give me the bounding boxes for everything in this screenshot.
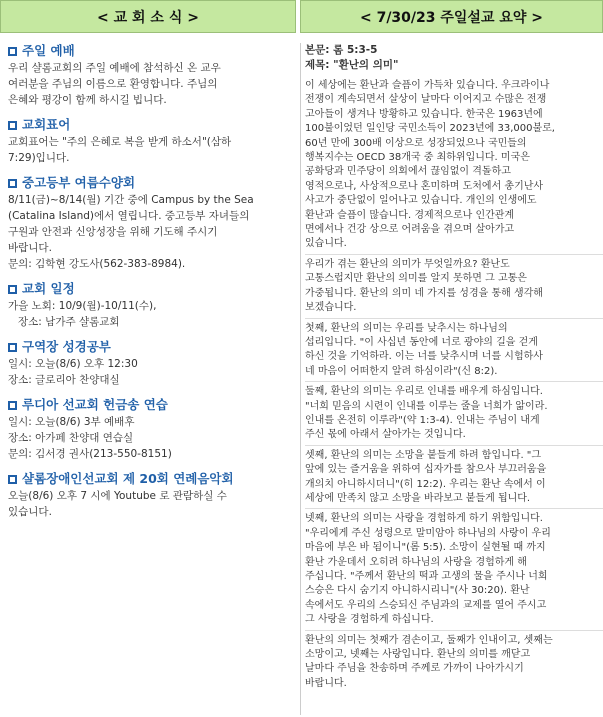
church-news-header <box>0 0 296 33</box>
news-section-title-label: 교회 일정 <box>22 281 75 296</box>
news-section-title <box>8 397 292 413</box>
news-section-title-label: 교회표어 <box>22 117 71 132</box>
sermon-line: 환난과 슬픔이 많습니다. 경제적으로나 인간관계 <box>305 209 515 221</box>
sermon-paragraph <box>305 445 603 507</box>
sermon-line: 첫째, 환난의 의미는 우리를 낮추시는 하나님의 <box>305 322 508 334</box>
news-section-line: 바랍니다. <box>8 242 52 254</box>
news-section-title <box>8 43 292 59</box>
news-section-line: 문의: 김학현 강도사(562-383-8984). <box>8 258 186 270</box>
sermon-line: 100불이었던 일인당 국민소득이 2023년에 33,000불로, <box>305 123 555 135</box>
sermon-line: 소망이고, 넷째는 사랑입니다. 환난의 의미를 깨닫고 <box>305 649 531 661</box>
news-section-title-label: 구역장 성경공부 <box>22 339 111 354</box>
sermon-line: 면에서나 건강 상으로 어려움을 겪으며 살아가고 <box>305 224 515 236</box>
sermon-line: 있습니다. <box>305 238 347 250</box>
news-section-line: 7:29)입니다. <box>8 152 70 164</box>
news-section-title <box>8 471 292 487</box>
sermon-line: 섭리입니다. "이 사십년 동안에 너로 광야의 길을 걷게 <box>305 336 538 348</box>
sermon-line: 우리가 겪는 환난의 의미가 무엇일까요? 환난도 <box>305 258 510 270</box>
church-news-column <box>8 43 292 715</box>
sermon-line: 속에서도 우리의 스승되신 주님과의 교제를 열어 주시고 <box>305 599 547 611</box>
news-section-title-label: 루디아 선교회 헌금송 연습 <box>22 397 168 412</box>
news-section-title <box>8 281 292 297</box>
news-section-title-label: 주일 예배 <box>22 43 75 58</box>
sermon-summary-column <box>300 43 603 715</box>
sermon-line: 셋째, 환난의 의미는 소망을 붙들게 하려 함입니다. "그 <box>305 449 542 461</box>
checkbox-square-icon <box>8 285 17 294</box>
sermon-line: 스승은 다시 숨기지 아니하시리니"(사 30:20). 환난 <box>305 585 530 597</box>
sermon-line: 가중됩니다. 환난의 의미 네 가지를 성경을 통해 생각해 <box>305 287 543 299</box>
sermon-line: 그 사랑을 경험하게 하십니다. <box>305 614 434 626</box>
sermon-line: 세상에 만족치 않고 소망을 바라보고 붙들게 됩니다. <box>305 492 531 504</box>
news-section-line: 장소: 아가페 찬양대 연습실 <box>8 432 134 444</box>
checkbox-square-icon <box>8 47 17 56</box>
news-section-line: (Catalina Island)에서 열립니다. 중고등부 자녀들의 <box>8 210 250 222</box>
sermon-line: 공화당과 민주당이 의회에서 끊임없이 격돌하고 <box>305 166 511 178</box>
sermon-paragraph <box>305 254 603 316</box>
news-section-line: 구원과 안전과 신앙성장을 위해 기도해 주시기 <box>8 226 218 238</box>
sermon-line: 앞에 있는 즐거움을 위하여 십자가를 참으사 부끄러움을 <box>305 464 547 476</box>
sermon-line: 인내를 온전히 이루라"(약 1:3-4). 인내는 주님이 내게 <box>305 414 540 426</box>
news-section-line: 일시: 오늘(8/6) 3부 예배후 <box>8 416 135 428</box>
news-section-line: 오늘(8/6) 오후 7 시에 Youtube 로 관람하실 수 <box>8 490 227 502</box>
sermon-line: 바랍니다. <box>305 677 347 689</box>
sermon-body <box>305 76 603 691</box>
sermon-paragraph <box>305 76 603 252</box>
news-section <box>8 281 292 330</box>
news-section <box>8 397 292 462</box>
church-news-header-label: < 교 회 소 식 > <box>97 9 199 26</box>
sermon-line: 네 마음이 어떠한지 알려 하심이라"(신 8:2). <box>305 365 498 377</box>
sermon-line: 영적으로나, 사상적으로나 혼미하며 도처에서 총기난사 <box>305 180 544 192</box>
news-section-line: 장소: 남가주 샬롬교회 <box>8 316 120 328</box>
sermon-line: 주십니다. "주께서 환난의 떡과 고생의 물을 주시나 너희 <box>305 571 548 582</box>
news-section-line: 일시: 오늘(8/6) 오후 12:30 <box>8 358 138 370</box>
sermon-paragraph <box>305 630 603 692</box>
sermon-line: "너희 믿음의 시련이 인내를 이루는 줄을 너희가 앎이라. <box>305 400 548 412</box>
news-section-line: 가을 노회: 10/9(월)-10/11(수), <box>8 300 157 312</box>
news-section-title-label: 중고등부 여름수양회 <box>22 175 136 190</box>
sermon-line: 주신 몫에 아래서 살아가는 것입니다. <box>305 429 466 441</box>
news-section <box>8 471 292 520</box>
sermon-line: 둘째, 환난의 의미는 우리로 인내를 배우게 하심입니다. <box>305 386 543 398</box>
news-section-line: 교회표어는 "주의 은혜로 복을 받게 하소서"(삼하 <box>8 136 232 148</box>
news-section-line: 장소: 글로리아 찬양대실 <box>8 374 120 386</box>
checkbox-square-icon <box>8 179 17 188</box>
news-section-line: 은혜와 평강이 함께 하시길 빕니다. <box>8 94 167 106</box>
sermon-summary-header <box>300 0 603 33</box>
sermon-title: 제목: "환난의 의미" <box>305 59 399 71</box>
sermon-paragraph <box>305 318 603 380</box>
news-section-line: 여러분을 주님의 이름으로 환영합니다. 주님의 <box>8 78 218 90</box>
news-section-title <box>8 175 292 191</box>
checkbox-square-icon <box>8 121 17 130</box>
news-section-line: 있습니다. <box>8 506 52 518</box>
sermon-line: 사고가 중단없이 일어나고 있습니다. 개인의 인생에도 <box>305 195 537 207</box>
news-section <box>8 175 292 272</box>
news-section <box>8 117 292 166</box>
news-section-line: 문의: 김서경 권사(213-550-8151) <box>8 448 172 460</box>
sermon-line: 날마다 주님을 찬송하며 주께로 가까이 나아가시기 <box>305 663 524 675</box>
sermon-line: 이 세상에는 환난과 슬픔이 가득차 있습니다. 우크라이나 <box>305 80 550 91</box>
sermon-line: "우리에게 주신 성령으로 말미암아 하나님의 사랑이 우리 <box>305 527 551 539</box>
news-section-line: 8/11(금)~8/14(월) 기간 중에 Campus by the Sea <box>8 194 254 206</box>
sermon-line: 하신 것을 기억하라. 이는 너를 낮추시며 너를 시험하사 <box>305 351 543 363</box>
news-section-title-label: 샬롬장애인선교회 제 20회 연례음악회 <box>22 471 234 486</box>
sermon-line: 마음에 부은 바 됨이니"(롬 5:5). 소망이 실현될 때 까지 <box>305 542 546 554</box>
checkbox-square-icon <box>8 475 17 484</box>
news-section-title <box>8 339 292 355</box>
news-section-line: 우리 샬롬교회의 주일 예배에 참석하신 온 교우 <box>8 62 221 74</box>
news-section <box>8 43 292 108</box>
sermon-line: 넷째, 환난의 의미는 사랑을 경험하게 하기 위함입니다. <box>305 513 543 525</box>
news-section-title <box>8 117 292 133</box>
checkbox-square-icon <box>8 343 17 352</box>
sermon-line: 행복지수는 OECD 38개국 중 최하위입니다. 미국은 <box>305 152 530 164</box>
sermon-summary-header-label: < 7/30/23 주일설교 요약 > <box>359 9 544 26</box>
sermon-paragraph <box>305 508 603 627</box>
sermon-line: 보겠습니다. <box>305 302 357 314</box>
sermon-line: 환난의 의미는 첫째가 겸손이고, 둘째가 인내이고, 셋째는 <box>305 634 553 646</box>
sermon-line: 환난 가운데서 오히려 하나님의 사랑을 경험하게 해 <box>305 556 527 568</box>
news-section <box>8 339 292 388</box>
sermon-line: 개의치 아니하시더니"(히 12:2). 우리는 환난 속에서 이 <box>305 478 546 490</box>
sermon-line: 고아들이 생겨나 방황하고 있습니다. 한국은 1963년에 <box>305 108 543 120</box>
sermon-line: 고통스럽지만 환난의 의미를 알지 못하면 그 고통은 <box>305 273 527 285</box>
sermon-line: 60년 만에 300배 이상으로 성장되었으나 국민들의 <box>305 137 527 149</box>
sermon-reference: 본문: 롬 5:3-5 <box>305 44 378 56</box>
sermon-line: 전쟁이 계속되면서 살상이 날마다 이어지고 수많은 전쟁 <box>305 94 547 106</box>
checkbox-square-icon <box>8 401 17 410</box>
sermon-paragraph <box>305 381 603 443</box>
